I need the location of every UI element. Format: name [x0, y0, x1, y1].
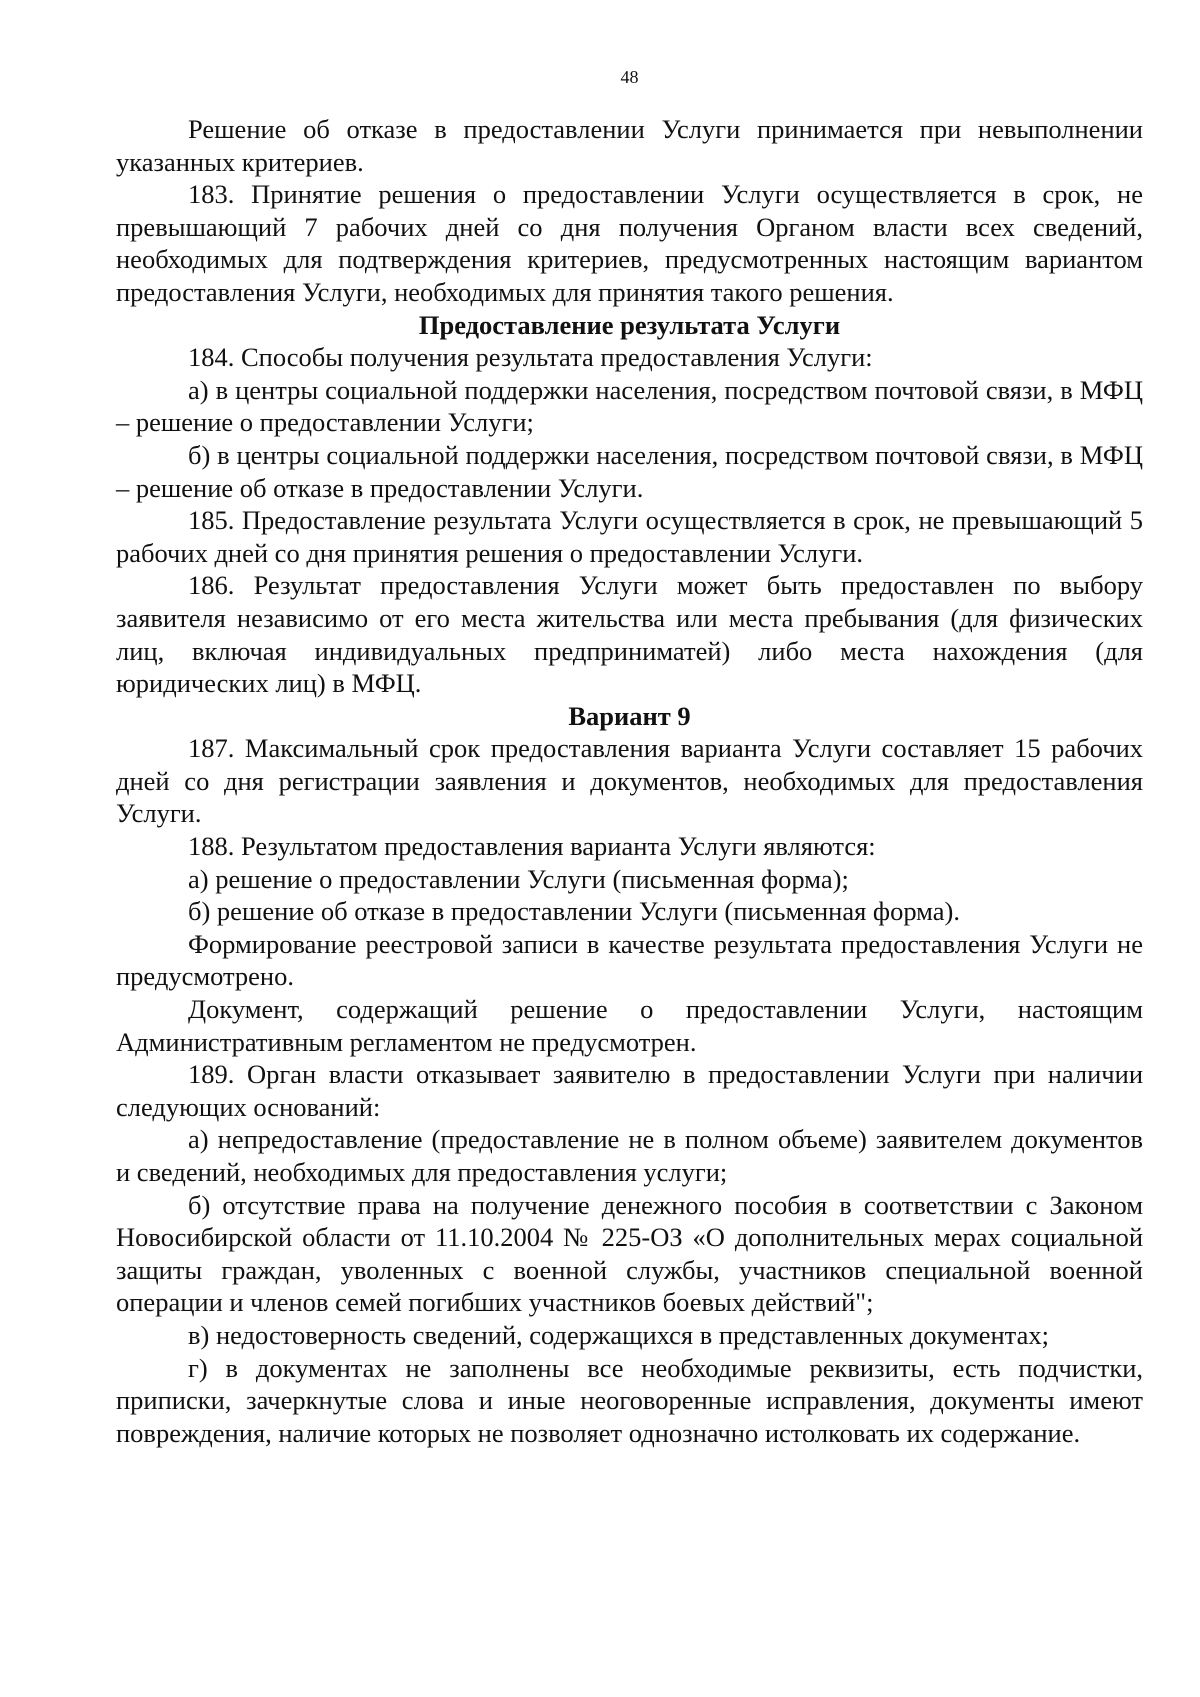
paragraph-186: 186. Результат предоставления Услуги может быть предоставлен по выбору заявителя независимо от его места жительства или места пребывания (для физических лиц, включая индивидуальных предприниматей) либо места нахождения (для юридических лиц) в МФЦ.	[116, 570, 1143, 699]
paragraph-187: 187. Максимальный срок предоставления варианта Услуги составляет 15 рабочих дней со дня регистрации заявления и документов, необходимых для предоставления Услуги.	[116, 733, 1143, 829]
paragraph: Формирование реестровой записи в качестве результата предоставления Услуги не предусмотрено.	[116, 928, 1143, 992]
list-item-b: б) решение об отказе в предоставлении Услуги (письменная форма).	[188, 896, 960, 927]
paragraph: Документ, содержащий решение о предоставлении Услуги, настоящим Административным регламентом не предусмотрен.	[116, 994, 1143, 1057]
paragraph: Решение об отказе в предоставлении Услуги принимается при невыполнении указанных критериев.	[116, 114, 1143, 177]
list-item-b: б) отсутствие права на получение денежного пособия в соответствии с Законом Новосибирской области от 11.10.2004 № 225-ОЗ «О дополнительных мерах социальной защиты граждан, уволенных с военной службы, участников специальной военной операции и членов семей погибших участников боевых действий";	[116, 1189, 1143, 1318]
section-heading-result: Предоставление результата Услуги	[418, 309, 841, 340]
paragraph-189: 189. Орган власти отказывает заявителю в предоставлении Услуги при наличии следующих оснований:	[116, 1059, 1143, 1122]
paragraph-184: 184. Способы получения результата предоставления Услуги:	[188, 342, 873, 373]
section-heading-variant-9: Вариант 9	[568, 700, 691, 731]
list-item-v: в) недостоверность сведений, содержащихся в представленных документах;	[188, 1319, 1049, 1350]
paragraph-185: 185. Предоставление результата Услуги осуществляется в срок, не превышающий 5 рабочих дней со дня принятия решения о предоставлении Услуги.	[116, 505, 1143, 568]
list-item-g: г) в документах не заполнены все необходимые реквизиты, есть подчистки, приписки, зачеркнутые слова и иные неоговоренные исправления, документы имеют повреждения, наличие которых не позволяет однозначно истолковать их содержание.	[116, 1352, 1143, 1448]
paragraph-188: 188. Результатом предоставления варианта Услуги являются:	[188, 831, 876, 862]
list-item-b: б) в центры социальной поддержки населения, посредством почтовой связи, в МФЦ – решение об отказе в предоставлении Услуги.	[116, 439, 1143, 503]
paragraph-183: 183. Принятие решения о предоставлении Услуги осуществляется в срок, не превышающий 7 рабочих дней со дня получения Органом власти всех сведений, необходимых для подтверждения критериев, предусмотренных настоящим вариантом предоставления Услуги, необходимых для принятия такого решения.	[116, 179, 1143, 307]
page-number: 48	[620, 67, 639, 87]
list-item-a: а) в центры социальной поддержки населения, посредством почтовой связи, в МФЦ – решение о предоставлении Услуги;	[116, 374, 1143, 438]
list-item-a: а) решение о предоставлении Услуги (письменная форма);	[188, 863, 849, 894]
list-item-a: а) непредоставление (предоставление не в полном объеме) заявителем документов и сведений, необходимых для предоставления услуги;	[116, 1124, 1143, 1187]
